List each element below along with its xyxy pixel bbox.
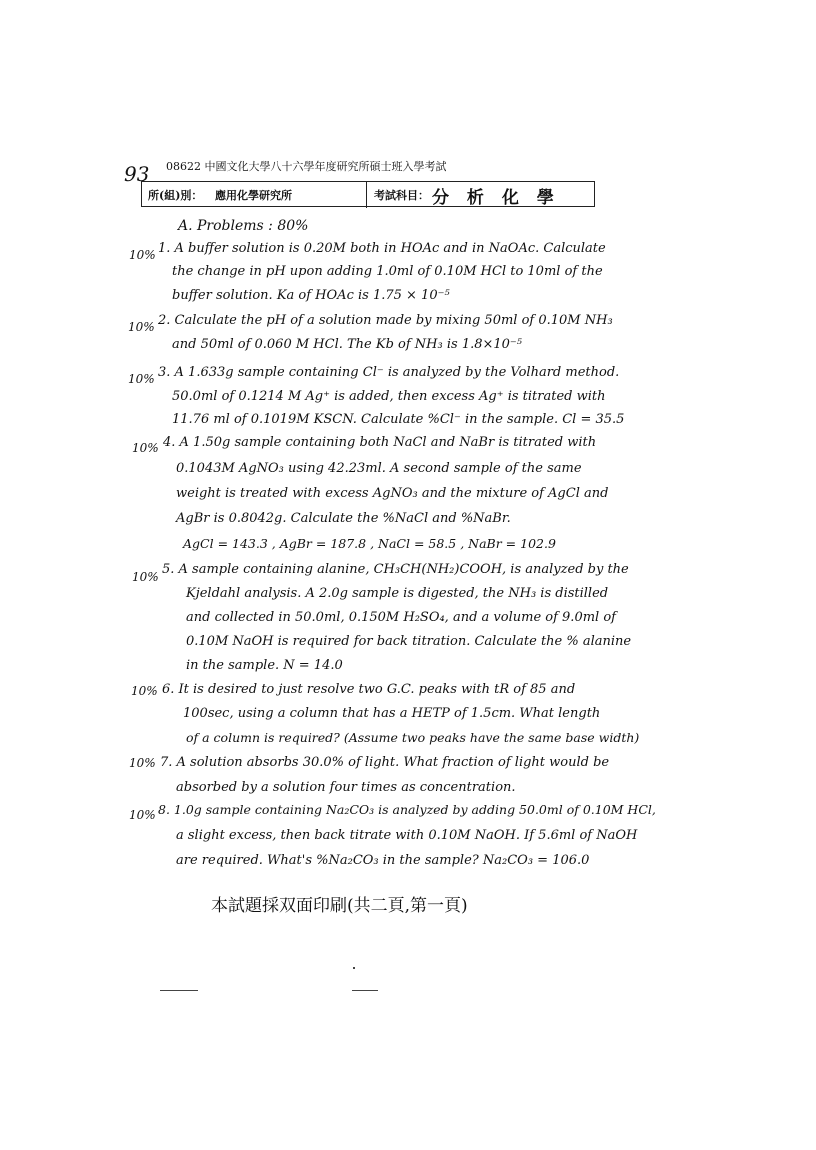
problem-4-line-3: weight is treated with excess AgNO₃ and the mixture of AgCl and: [176, 486, 609, 501]
problem-5-weight: 10%: [132, 570, 159, 584]
problem-8-weight: 10%: [129, 808, 156, 822]
problem-7-line-1: 7. A solution absorbs 30.0% of light. What fraction of light would be: [160, 755, 610, 770]
problem-4-weight: 10%: [132, 441, 159, 455]
problem-7-weight: 10%: [129, 756, 156, 770]
exam-code-title: 08622 中國文化大學八十六學年度研究所碩士班入學考試: [166, 160, 447, 173]
corner-mark: 93: [124, 162, 150, 186]
problem-5-line-4: 0.10M NaOH is required for back titration. Calculate the % alanine: [186, 634, 632, 649]
problem-1-weight: 10%: [129, 248, 156, 262]
problem-6-line-1: 6. It is desired to just resolve two G.C. peaks with tR of 85 and: [162, 682, 576, 697]
problem-5-line-5: in the sample. N = 14.0: [186, 658, 343, 673]
problem-8-line-1: 8. 1.0g sample containing Na₂CO₃ is analyzed by adding 50.0ml of 0.10M HCl,: [158, 802, 656, 817]
problem-3-line-3: 11.76 ml of 0.1019M KSCN. Calculate %Cl⁻ in the sample. Cl = 35.5: [172, 412, 625, 427]
problem-6-line-2: 100sec, using a column that has a HETP of 1.5cm. What length: [183, 706, 601, 721]
problem-4-line-1: 4. A 1.50g sample containing both NaCl and NaBr is titrated with: [163, 435, 597, 450]
problem-8-line-3: are required. What's %Na₂CO₃ in the sample? Na₂CO₃ = 106.0: [176, 853, 590, 868]
problem-1-line-3: buffer solution. Ka of HOAc is 1.75 × 10⁻⁵: [172, 288, 450, 303]
problem-5-line-2: Kjeldahl analysis. A 2.0g sample is digested, the NH₃ is distilled: [186, 586, 609, 601]
scan-mark-right: [352, 990, 378, 991]
problem-4-line-2: 0.1043M AgNO₃ using 42.23ml. A second sample of the same: [176, 461, 582, 476]
problem-2-line-1: 2. Calculate the pH of a solution made by mixing 50ml of 0.10M NH₃: [158, 313, 613, 328]
problem-8-line-2: a slight excess, then back titrate with 0.10M NaOH. If 5.6ml of NaOH: [176, 828, 638, 843]
problem-2-weight: 10%: [128, 320, 155, 334]
subject-label: 考試科目：: [374, 189, 429, 202]
subject-value: 分 析 化 學: [432, 188, 560, 208]
dept-value: 應用化學研究所: [215, 189, 292, 202]
problem-4-line-4: AgBr is 0.8042g. Calculate the %NaCl and %NaBr.: [176, 511, 511, 526]
problem-7-line-2: absorbed by a solution four times as concentration.: [176, 780, 516, 795]
problem-6-weight: 10%: [131, 684, 158, 698]
scan-mark-left: [160, 990, 198, 991]
problem-1-line-2: the change in pH upon adding 1.0ml of 0.10M HCl to 10ml of the: [172, 264, 603, 279]
problem-3-line-2: 50.0ml of 0.1214 M Ag⁺ is added, then excess Ag⁺ is titrated with: [172, 389, 606, 404]
header-divider: [366, 181, 367, 208]
footer-note: 本試題採双面印刷(共二頁,第一頁): [211, 896, 468, 916]
problem-3-line-1: 3. A 1.633g sample containing Cl⁻ is analyzed by the Volhard method.: [158, 365, 620, 380]
problem-5-line-1: 5. A sample containing alanine, CH₃CH(NH₂)COOH, is analyzed by the: [162, 562, 629, 577]
problem-2-line-2: and 50ml of 0.060 M HCl. The Kb of NH₃ is 1.8×10⁻⁵: [172, 337, 523, 352]
section-heading: A. Problems : 80%: [178, 218, 309, 234]
problem-6-line-3: of a column is required? (Assume two peaks have the same base width): [186, 730, 640, 745]
problem-3-weight: 10%: [128, 372, 155, 386]
scan-dot: [353, 967, 355, 969]
problem-1-line-1: 1. A buffer solution is 0.20M both in HOAc and in NaOAc. Calculate: [158, 241, 606, 256]
problem-5-line-3: and collected in 50.0ml, 0.150M H₂SO₄, and a volume of 9.0ml of: [186, 610, 616, 625]
dept-label: 所(組)別：: [148, 189, 203, 202]
problem-4-line-5: AgCl = 143.3 , AgBr = 187.8 , NaCl = 58.5 , NaBr = 102.9: [183, 536, 556, 551]
